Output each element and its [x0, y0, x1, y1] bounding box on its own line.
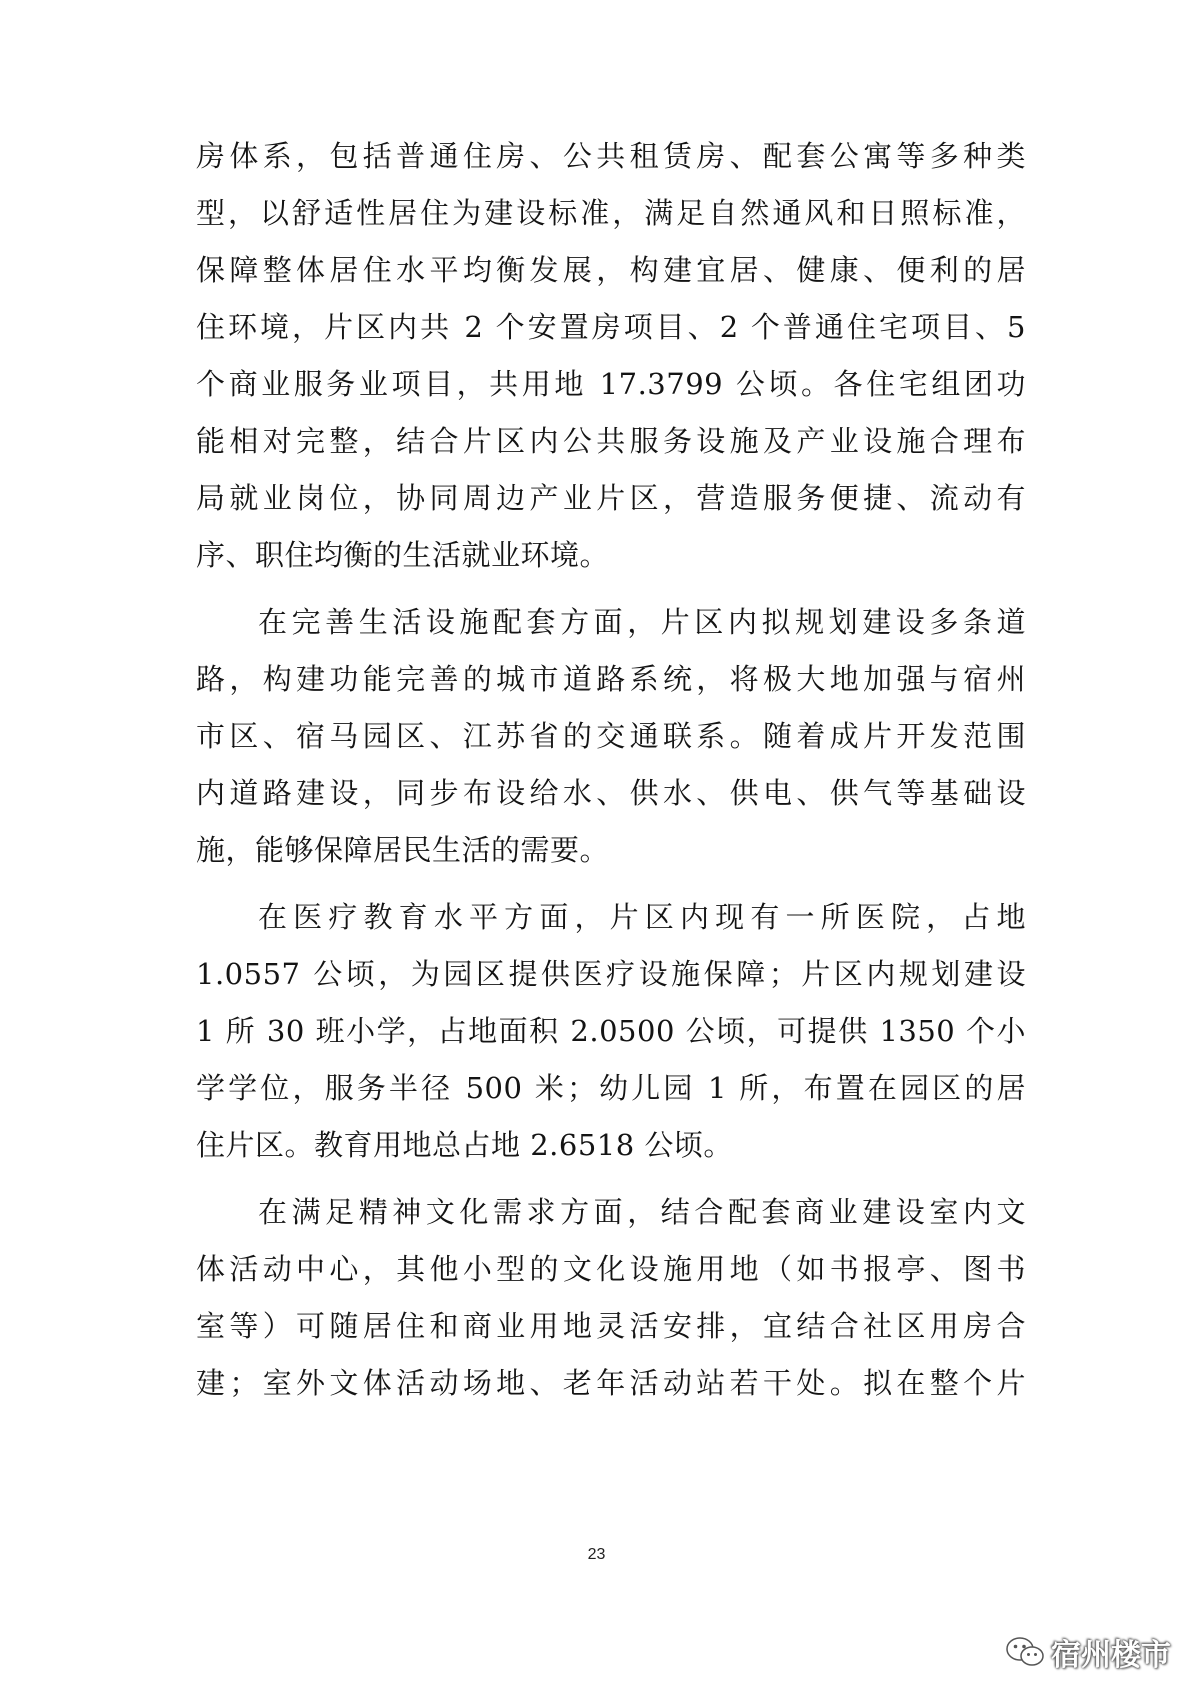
text-line: 序、职住均衡的生活就业环境。	[196, 538, 610, 572]
page-number: 23	[587, 1546, 606, 1563]
text-line: 内道路建设，同步布设给水、供水、供电、供气等基础设	[196, 776, 1026, 810]
text-line: 型，以舒适性居住为建设标准，满足自然通风和日照标准，	[196, 196, 1026, 230]
text-line: 市区、宿马园区、江苏省的交通联系。随着成片开发范围	[196, 719, 1026, 753]
text-line: 路，构建功能完善的城市道路系统，将极大地加强与宿州	[196, 662, 1026, 696]
text-line: 1.0557 公顷，为园区提供医疗设施保障；片区内规划建设	[196, 957, 1026, 991]
text-line: 个商业服务业项目，共用地 17.3799 公顷。各住宅组团功	[196, 367, 1026, 401]
text-line: 1 所 30 班小学，占地面积 2.0500 公顷，可提供 1350 个小	[196, 1014, 1026, 1048]
watermark	[1005, 1632, 1171, 1672]
text-line: 局就业岗位，协同周边产业片区，营造服务便捷、流动有	[196, 481, 1026, 515]
watermark-text: 宿州楼市	[1051, 1638, 1171, 1673]
text-line: 学学位，服务半径 500 米；幼儿园 1 所，布置在园区的居	[196, 1071, 1026, 1105]
text-line: 室等）可随居住和商业用地灵活安排，宜结合社区用房合	[196, 1309, 1026, 1343]
text-line: 房体系，包括普通住房、公共租赁房、配套公寓等多种类	[196, 139, 1026, 173]
text-line: 施，能够保障居民生活的需要。	[196, 833, 610, 867]
text-line: 住环境，片区内共 2 个安置房项目、2 个普通住宅项目、5	[196, 310, 1026, 344]
paragraph-first-line: 在满足精神文化需求方面，结合配套商业建设室内文	[258, 1195, 1026, 1229]
text-line: 保障整体居住水平均衡发展，构建宜居、健康、便利的居	[196, 253, 1026, 287]
text-line: 能相对完整，结合片区内公共服务设施及产业设施合理布	[196, 424, 1026, 458]
paragraph-first-line: 在医疗教育水平方面，片区内现有一所医院，占地	[258, 900, 1026, 934]
text-line: 体活动中心，其他小型的文化设施用地（如书报亭、图书	[196, 1252, 1026, 1286]
text-line: 住片区。教育用地总占地 2.6518 公顷。	[196, 1128, 733, 1162]
paragraph-first-line: 在完善生活设施配套方面，片区内拟规划建设多条道	[258, 605, 1026, 639]
text-line: 建；室外文体活动场地、老年活动站若干处。拟在整个片	[196, 1366, 1026, 1400]
wechat-icon	[1005, 1635, 1045, 1669]
